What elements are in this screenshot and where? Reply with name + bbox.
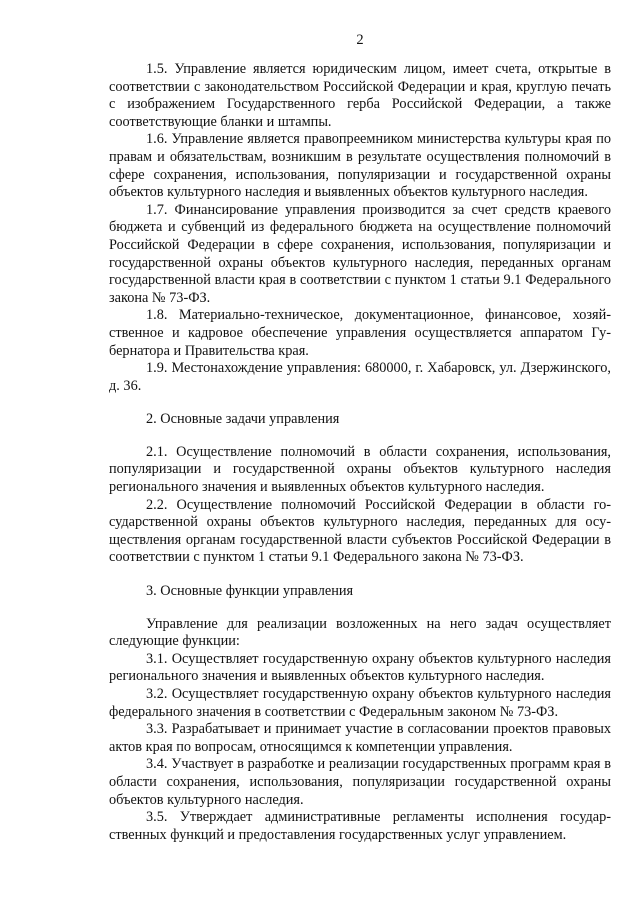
document-body <box>109 61 611 844</box>
section-general-provisions <box>109 61 611 395</box>
paragraph-3-intro: Управление для реализации возложенных на него задач осуществляет следующие функции: <box>109 615 611 650</box>
paragraph-1-7: 1.7. Финансирование управления производится за счет средств краевого бюджета и субвенций из федерального бюджета на осуществление полномочий Российской Федерации в сфере сохранения, использования, популяризации и государственной охраны объектов культурного наследия, переданных органам государственной власти края в соответствии с пунктом 1 статьи 9.1 Федерального закона № 73-ФЗ. <box>109 201 611 306</box>
section-heading-2: 2. Основные задачи управления <box>146 411 340 428</box>
paragraph-1-9: 1.9. Местонахождение управления: 680000, г. Хабаровск, ул. Дзержинского, д. 36. <box>109 360 611 394</box>
paragraph-2-1: 2.1. Осуществление полномочий в области сохранения, использования, популяризации и государственной охраны объектов культурного наследия регионального значения и выявленных объектов культурного наследия. <box>109 443 611 496</box>
page-number: 2 <box>356 32 364 48</box>
paragraph-1-5: 1.5. Управление является юридическим лицом, имеет счета, открытые в соответствии с законодательством Российской Федерации и края, круглую печать с изображением Государственного герба Российской Федерации, а также соответствующие бланки и штампы. <box>109 61 611 130</box>
paragraph-2-2: 2.2. Осуществление полномочий Российской Федерации в области государственной охраны объектов культурного наследия, переданных для осуществления органам государственной власти субъектов Российской Федерации в соответствии с пунктом 1 статьи 9.1 Федерального закона № 73-ФЗ. <box>109 496 611 566</box>
section-main-tasks <box>109 411 611 567</box>
section-main-functions <box>109 583 611 844</box>
paragraph-3-3: 3.3. Разрабатывает и принимает участие в согласовании проектов правовых актов края по вопросам, относящимся к компетенции управления. <box>109 721 611 755</box>
paragraph-3-4: 3.4. Участвует в разработке и реализации государственных программ края в области сохранения, использования, популяризации государственной охраны объектов культурного наследия. <box>109 756 611 808</box>
paragraph-1-6: 1.6. Управление является правопреемником министерства культуры края по правам и обязательствам, возникшим в результате осуществления полномочий в сфере сохранения, использования, популяризации и государственной охраны объектов культурного наследия и выявленных объектов культурного наследия. <box>109 131 611 201</box>
paragraph-3-1: 3.1. Осуществляет государственную охрану объектов культурного наследия регионального значения и выявленных объектов культурного наследия. <box>109 650 611 685</box>
paragraph-1-8: 1.8. Материально-техническое, документационное, финансовое, хозяйственное и кадровое обеспечение управления осуществляется аппаратом Губернатора и Правительства края. <box>109 307 611 359</box>
section-heading-3: 3. Основные функции управления <box>146 583 354 600</box>
paragraph-3-5: 3.5. Утверждает административные регламенты исполнения государственных функций и предоставления государственных услуг управлением. <box>109 809 611 843</box>
paragraph-3-2: 3.2. Осуществляет государственную охрану объектов культурного наследия федерального значения в соответствии с Федеральным законом № 73-ФЗ. <box>109 686 611 720</box>
